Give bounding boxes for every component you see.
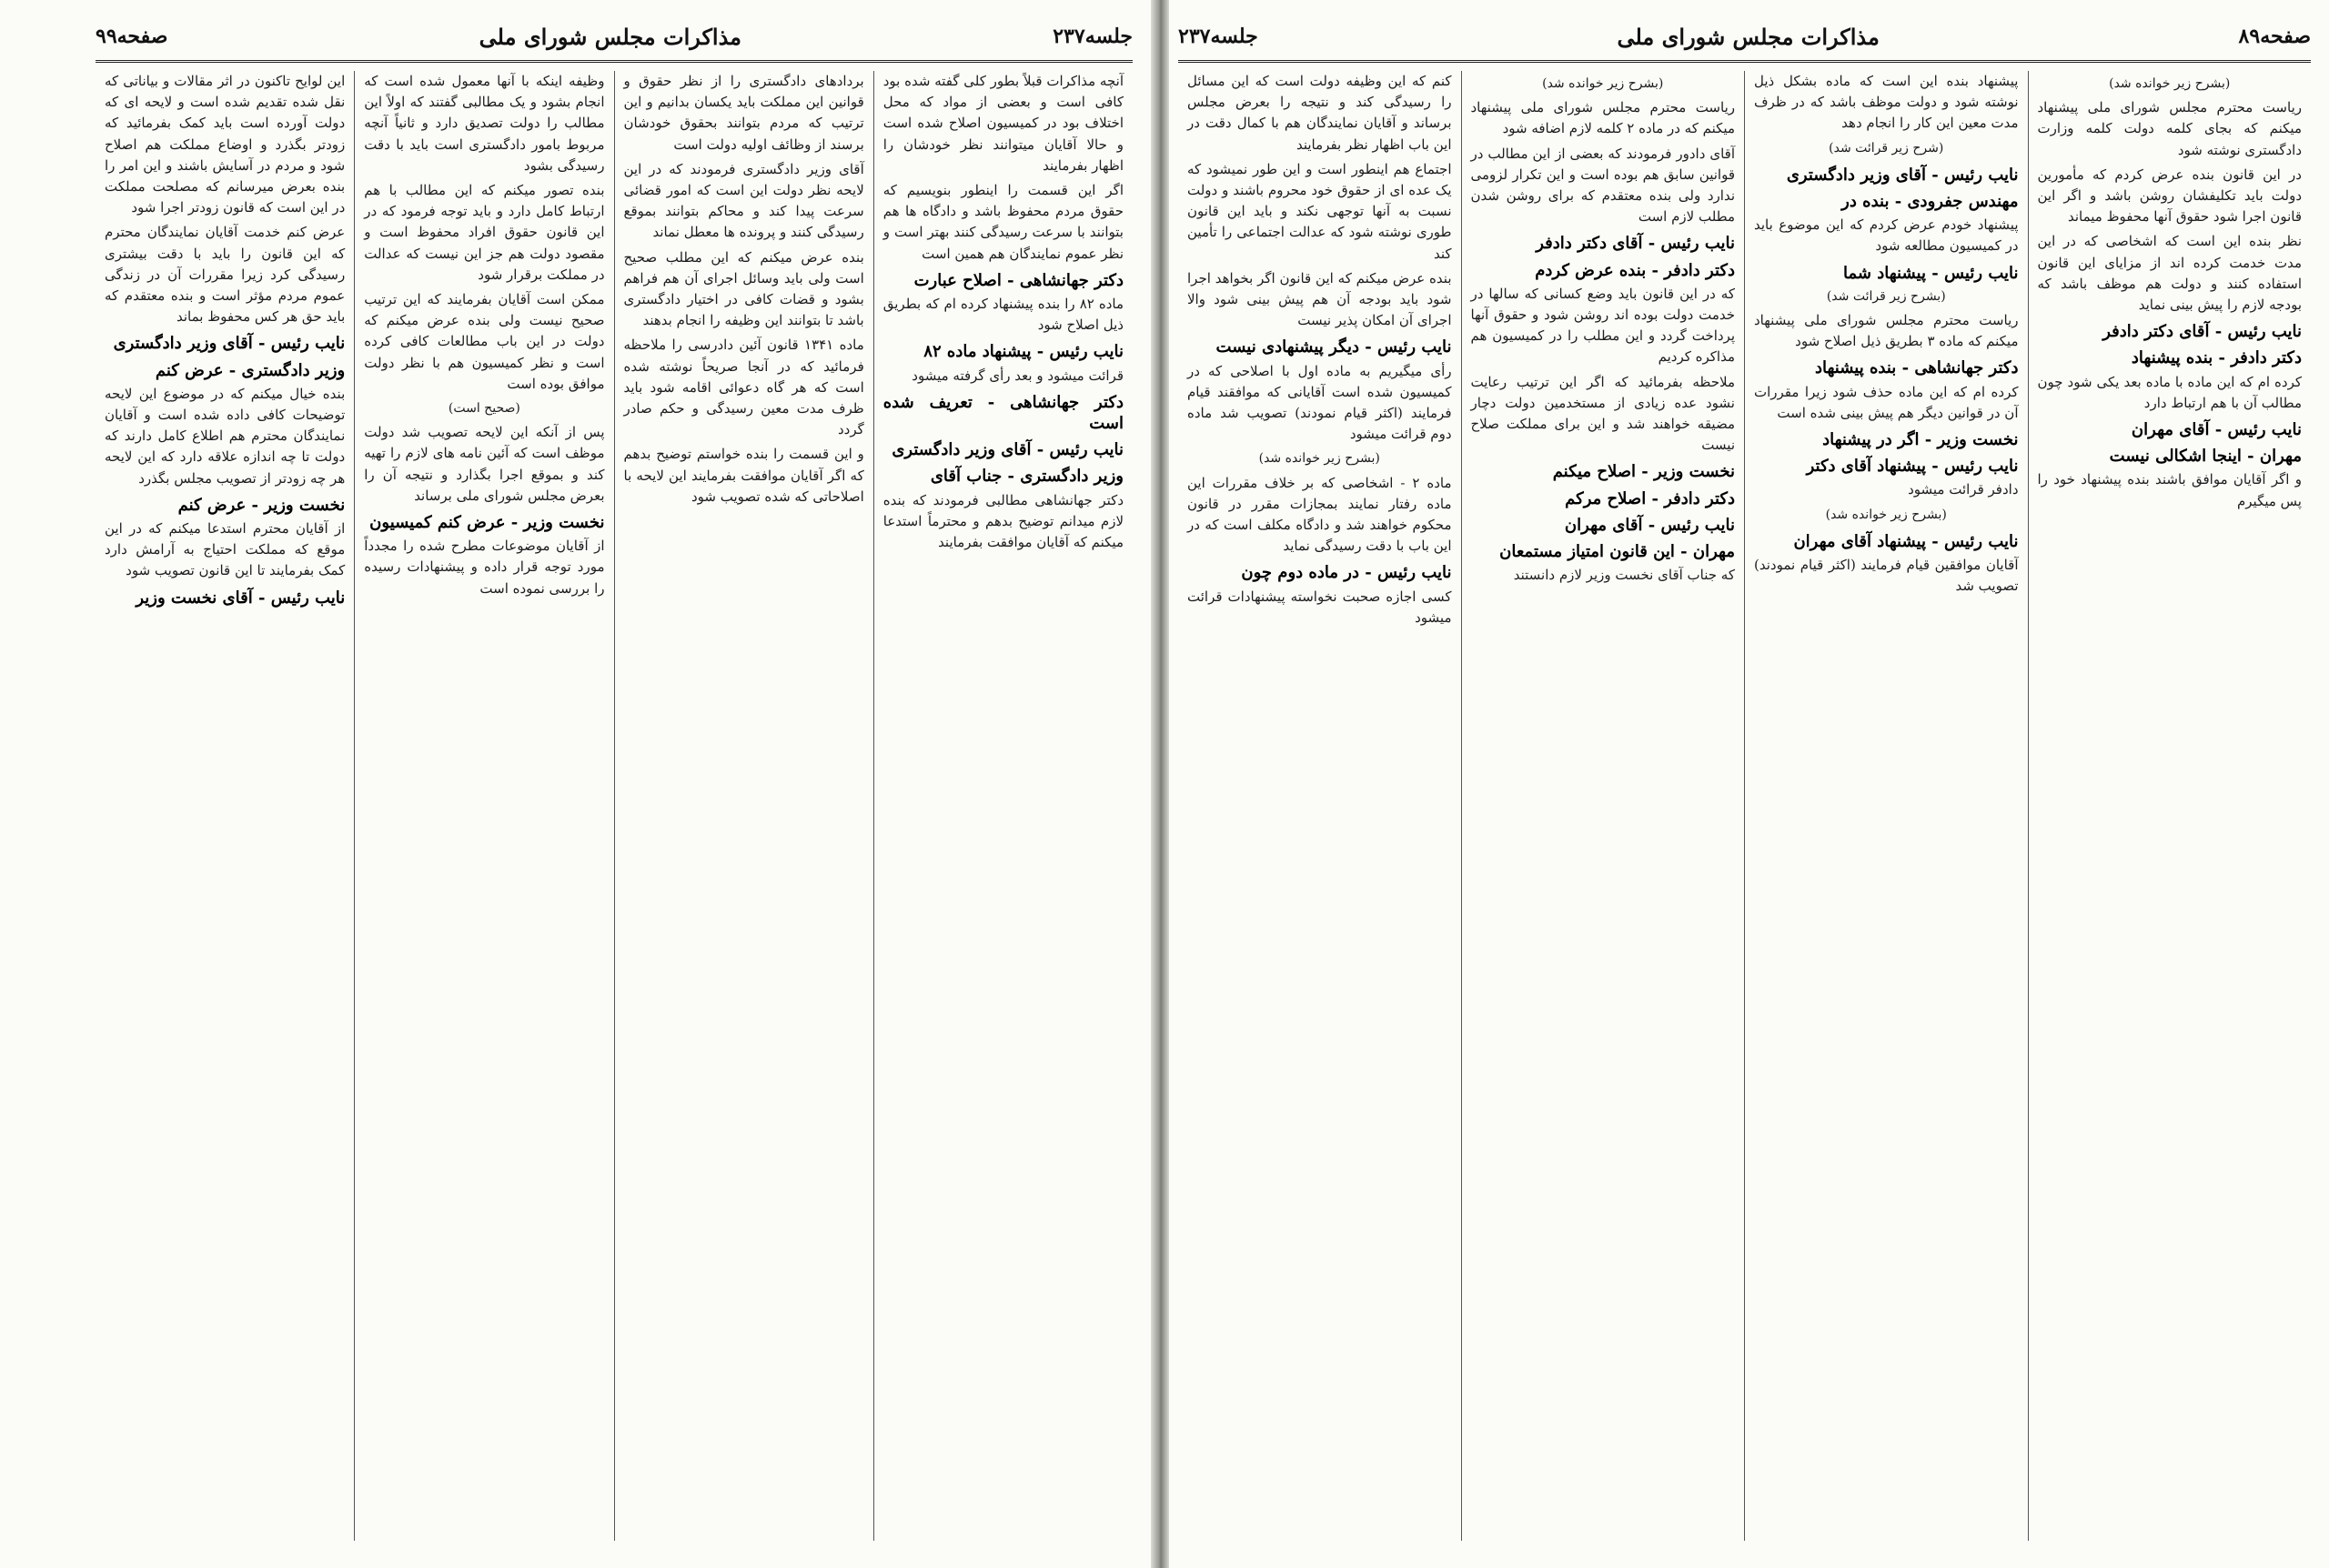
speaker-heading: نخست وزیر - عرض کنم [177, 495, 346, 515]
paragraph: اجتماع هم اینطور است و این طور نمیشود که یک عده ای از حقوق خود محروم باشند و دولت نسبت به آنها توجهی نکند و باید این قانون طوری نوشته شود که عدالت اجتماعی را تأمین کند [1187, 160, 1452, 262]
paragraph: و اگر آقایان موافق باشند بنده پیشنهاد خود را پس میگیرم [2037, 471, 2302, 509]
speaker-heading: نایب رئیس - آقای وزیر دادگستری [113, 334, 346, 354]
speaker-heading: نایب رئیس - پیشنهاد شما [1843, 263, 2019, 283]
left-session-number: جلسه۲۳۷ [1053, 25, 1133, 48]
right-page-number: صفحه۸۹ [2238, 25, 2311, 48]
speaker-heading: نخست وزیر - اگر در پیشنهاد [1822, 430, 2019, 450]
paragraph: بنده تصور میکنم که این مطالب با هم ارتباط کامل دارد و باید توجه فرمود که در این قانون حقوق افراد محفوظ است و مقصود دولت هم جز این نیست که عدالت در مملکت برقرار شود [364, 182, 605, 283]
paragraph: رأی میگیریم به ماده اول با اصلاحی که در کمیسیون شده است آقایانی که موافقند قیام فرمایند (اکثر قیام نمودند) تصویب شد ماده دوم قرائت میشود [1187, 362, 1452, 443]
speaker-heading: دکتر دادفر - اصلاح مرکم [1565, 488, 1735, 508]
binding-gutter [1151, 0, 1169, 1568]
paragraph: که جناب آقای نخست وزیر لازم دانستند [1513, 567, 1735, 584]
right-column [2028, 71, 2312, 1541]
paragraph: ماده ۲ - اشخاصی که بر خلاف مقررات این ماده رفتار نمایند بمجازات مقرر در قانون محکوم خواهند شد و دادگاه مکلف است که در این باب با دقت رسیدگی نماید [1187, 474, 1452, 555]
paragraph: بنده خیال میکنم که در موضوع این لایحه توضیحات کافی داده شده است و آقایان نمایندگان محترم هم اطلاع کامل دارند که دولت تا چه اندازه علاقه دارد که این لایحه هر چه زودتر از تصویب مجلس بگذرد [105, 385, 346, 487]
speaker-heading: نایب رئیس - آقای دکتر دادفر [1536, 234, 1735, 254]
right-header-rule [1178, 60, 2311, 63]
paragraph: پس از آنکه این لایحه تصویب شد دولت موظف است که آئین نامه های لازم را تهیه کند و بموقع اجرا بگذارد و نتیجه آن را بعرض مجلس شورای ملی برساند [364, 424, 605, 504]
bracket-note: (بشرح زیر قرائت شد) [1826, 288, 1946, 304]
right-column [1744, 71, 2028, 1541]
paragraph: بنده عرض میکنم که این قانون اگر بخواهد اجرا شود باید بودجه آن هم پیش بینی شود والا اجرای آن امکان پذیر نیست [1187, 269, 1452, 329]
paragraph: بنده عرض میکنم که این مطلب صحیح است ولی باید وسائل اجرای آن هم فراهم بشود و قضات کافی در اختیار دادگستری باشد تا بتوانند این وظیفه را انجام بدهند [623, 248, 864, 329]
paragraph: کسی اجازه صحبت نخواسته پیشنهادات قرائت میشود [1187, 588, 1452, 626]
paragraph: نظر بنده این است که اشخاصی که در این مدت خدمت کرده اند از مزایای این قانون استفاده کنند و دولت هم موظف باشد که بودجه لازم را پیش بینی نماید [2037, 233, 2302, 314]
paragraph: ملاحظه بفرمائید که اگر این ترتیب رعایت نشود عده زیادی از مستخدمین دولت دچار مضیقه خواهند شد و این برای مملکت صلاح نیست [1470, 373, 1735, 454]
speaker-heading: مهران - اینجا اشکالی نیست [2109, 447, 2302, 467]
bracket-note: (بشرح زیر خوانده شد) [1825, 507, 1947, 522]
speaker-heading: نایب رئیس - آقای وزیر دادگستری [1786, 165, 2019, 185]
speaker-heading: نخست وزیر - اصلاح میکنم [1552, 462, 1735, 482]
left-header-rule [96, 60, 1133, 63]
left-columns [96, 71, 1133, 1541]
paragraph: ریاست محترم مجلس شورای ملی پیشنهاد میکنم که بجای کلمه دولت کلمه وزارت دادگستری نوشته شود [2037, 99, 2302, 158]
left-page-number: صفحه۹۹ [96, 25, 168, 48]
paragraph: پیشنهاد بنده این است که ماده بشکل ذیل نوشته شود و دولت موظف باشد که در ظرف مدت معین این کار را انجام دهد [1754, 73, 2019, 132]
paragraph: کرده ام که این ماده حذف شود زیرا مقررات آن در قوانین دیگر هم پیش بینی شده است [1754, 383, 2019, 421]
paragraph: بردادهای دادگستری را از نظر حقوق و قوانین این مملکت باید یکسان بدانیم و این ترتیب که مردم بتوانند بحقوق خودشان برسند از وظائف اولیه دولت است [623, 73, 864, 153]
paragraph: از آقایان موضوعات مطرح شده را مجدداً مورد توجه قرار داده و پیشنهادات رسیده را بررسی نموده است [364, 538, 605, 597]
paragraph: عرض کنم خدمت آقایان نمایندگان محترم که این قانون را باید با دقت بیشتری رسیدگی کرد زیرا مقررات آن در زندگی عموم مردم مؤثر است و بنده معتقدم که باید حق هر کس محفوظ بماند [105, 224, 346, 326]
left-page-header [96, 16, 1133, 56]
left-column [873, 71, 1133, 1541]
paragraph: آقای وزیر دادگستری فرمودند که در این لایحه نظر دولت این است که امور قضائی سرعت پیدا کند و محاکم بتوانند بموقع رسیدگی کنند و پرونده ها معطل نماند [623, 160, 864, 241]
left-page-title: مذاکرات مجلس شورای ملی [479, 23, 742, 50]
paragraph: آنچه مذاکرات قبلاً بطور کلی گفته شده بود کافی است و بعضی از مواد که محل اختلاف بود در کمیسیون اصلاح شده است و حالا آقایان میتوانند نظر خودشان را اظهار بفرمایند [882, 73, 1124, 174]
speaker-heading: نایب رئیس - دیگر پیشنهادی نیست [1215, 337, 1452, 357]
speaker-heading: نایب رئیس - آقای وزیر دادگستری [892, 440, 1124, 460]
left-page [0, 0, 1151, 1568]
paragraph: ریاست محترم مجلس شورای ملی پیشنهاد میکنم که در ماده ۲ کلمه لازم اضافه شود [1470, 99, 1735, 137]
left-column [354, 71, 613, 1541]
paragraph: ریاست محترم مجلس شورای ملی پیشنهاد میکنم که ماده ۳ بطریق ذیل اصلاح شود [1754, 312, 2019, 350]
speaker-heading: دکتر دادفر - بنده پیشنهاد [2131, 348, 2302, 368]
paragraph: ماده ۱۳۴۱ قانون آئین دادرسی را ملاحظه فرمائید که در آنجا صریحاً نوشته شده است که هر گاه دعوائی اقامه شود باید ظرف مدت معین رسیدگی و حکم صادر گردد [623, 337, 864, 438]
paragraph: قرائت میشود و بعد رأی گرفته میشود [912, 367, 1124, 384]
paragraph: آقای دادور فرمودند که بعضی از این مطالب در قوانین سابق هم بوده است و این تکرار لزومی ندارد ولی بنده معتقدم که برای روشن شدن مطلب لازم است [1470, 145, 1735, 226]
speaker-heading: نایب رئیس - آقای نخست وزیر [136, 588, 346, 608]
speaker-heading: نایب رئیس - پیشنهاد آقای مهران [1793, 531, 2019, 551]
right-page-header [1178, 16, 2311, 56]
speaker-heading: دکتر جهانشاهی - تعریف شده است [882, 392, 1124, 434]
right-session-number: جلسه۲۳۷ [1178, 25, 1258, 48]
paragraph: دادفر قرائت میشود [1908, 481, 2019, 498]
paragraph: آقایان موافقین قیام فرمایند (اکثر قیام نمودند) تصویب شد [1754, 557, 2019, 595]
paragraph: وظیفه اینکه با آنها معمول شده است که انجام بشود و یک مطالبی گفتند که اولاً این مطالب را دولت تصدیق دارد و ثانیاً آنچه مربوط بامور دادگستری است باید با دقت رسیدگی بشود [364, 73, 605, 174]
bracket-note: (بشرح زیر خوانده شد) [2109, 76, 2231, 91]
right-page [1169, 0, 2329, 1568]
paragraph: پیشنهاد خودم عرض کردم که این موضوع باید در کمیسیون مطالعه شود [1754, 216, 2019, 255]
speaker-heading: نخست وزیر - عرض کنم کمیسیون [369, 513, 605, 533]
paragraph: کرده ام که این ماده با ماده بعد یکی شود چون مطالب آن با هم ارتباط دارد [2037, 373, 2302, 411]
paragraph: که در این قانون باید وضع کسانی که سالها در خدمت دولت بوده اند روشن شود و حقوق آنها پرداخت گردد و این مطلب را در کمیسیون هم مذاکره کردیم [1470, 285, 1735, 366]
speaker-heading: نایب رئیس - آقای مهران [2131, 420, 2302, 440]
bracket-note: (بشرح زیر خوانده شد) [1258, 451, 1380, 467]
speaker-heading: دکتر دادفر - بنده عرض کردم [1535, 260, 1735, 280]
bracket-note: (صحیح است) [448, 401, 520, 417]
speaker-heading: مهران - این قانون امتیاز مستمعان [1499, 542, 1735, 562]
paragraph: از آقایان محترم استدعا میکنم که در این موقع که مملکت احتیاج به آرامش دارد کمک بفرمایند تا این قانون تصویب شود [105, 520, 346, 579]
right-column [1178, 71, 1461, 1541]
speaker-heading: نایب رئیس - پیشنهاد ماده ۸۲ [923, 342, 1124, 362]
speaker-heading: دکتر جهانشاهی - بنده پیشنهاد [1815, 358, 2019, 378]
speaker-heading: نایب رئیس - پیشنهاد آقای دکتر [1806, 457, 2019, 477]
bracket-note: (بشرح زیر خوانده شد) [1542, 76, 1664, 91]
paragraph: دکتر جهانشاهی مطالبی فرمودند که بنده لازم میدانم توضیح بدهم و محترماً استدعا میکنم که آقایان موافقت بفرمایند [882, 491, 1124, 551]
bracket-note: (شرح زیر قرائت شد) [1829, 140, 1944, 156]
speaker-heading: وزیر دادگستری - عرض کنم [155, 360, 346, 380]
speaker-heading: نایب رئیس - در ماده دوم چون [1241, 563, 1452, 583]
paragraph: این لوایح تاکنون در اثر مقالات و بیاناتی که نقل شده تقدیم شده است و لایحه ای که دولت آورده است باید کمک بفرمائید که زودتر بگذرد و اوضاع مملکت هم اصلاح شود و مردم در آسایش باشند و این امر را بنده بعرض میرسانم که مصلحت مملکت در این است که قانون زودتر اجرا شود [105, 73, 346, 216]
paragraph: ممکن است آقایان بفرمایند که این ترتیب صحیح نیست ولی بنده عرض میکنم که دولت در این باب مطالعات کافی کرده است و نظر کمیسیون هم با نظر دولت موافق بوده است [364, 291, 605, 392]
speaker-heading: وزیر دادگستری - جناب آقای [930, 467, 1124, 487]
right-page-title: مذاکرات مجلس شورای ملی [1617, 23, 1880, 50]
right-column [1461, 71, 1745, 1541]
paragraph: اگر این قسمت را اینطور بنویسیم که حقوق مردم محفوظ باشد و دادگاه ها هم بتوانند با سرعت رسیدگی کنند بهتر است و نظر عموم نمایندگان هم همین است [882, 182, 1124, 262]
speaker-heading: دکتر جهانشاهی - اصلاح عبارت [913, 270, 1124, 290]
left-column [96, 71, 354, 1541]
right-columns [1178, 71, 2311, 1541]
speaker-heading: نایب رئیس - آقای دکتر دادفر [2102, 322, 2302, 342]
left-column [614, 71, 873, 1541]
paragraph: در این قانون بنده عرض کردم که مأمورین دولت باید تکلیفشان روشن باشد و اگر این قانون اجرا شود حقوق آنها محفوظ میماند [2037, 166, 2302, 226]
paragraph: کنم که این وظیفه دولت است که این مسائل را رسیدگی کند و نتیجه را بعرض مجلس برساند و آقایان نمایندگان هم با کمال دقت در این باب اظهار نظر بفرمایند [1187, 73, 1452, 153]
paragraph: ماده ۸۲ را بنده پیشنهاد کرده ام که بطریق ذیل اصلاح شود [882, 296, 1124, 334]
speaker-heading: مهندس جفرودی - بنده در [1841, 192, 2019, 212]
paragraph: و این قسمت را بنده خواستم توضیح بدهم که اگر آقایان موافقت بفرمایند این لایحه با اصلاحاتی که شده تصویب شود [623, 446, 864, 505]
speaker-heading: نایب رئیس - آقای مهران [1564, 515, 1735, 535]
